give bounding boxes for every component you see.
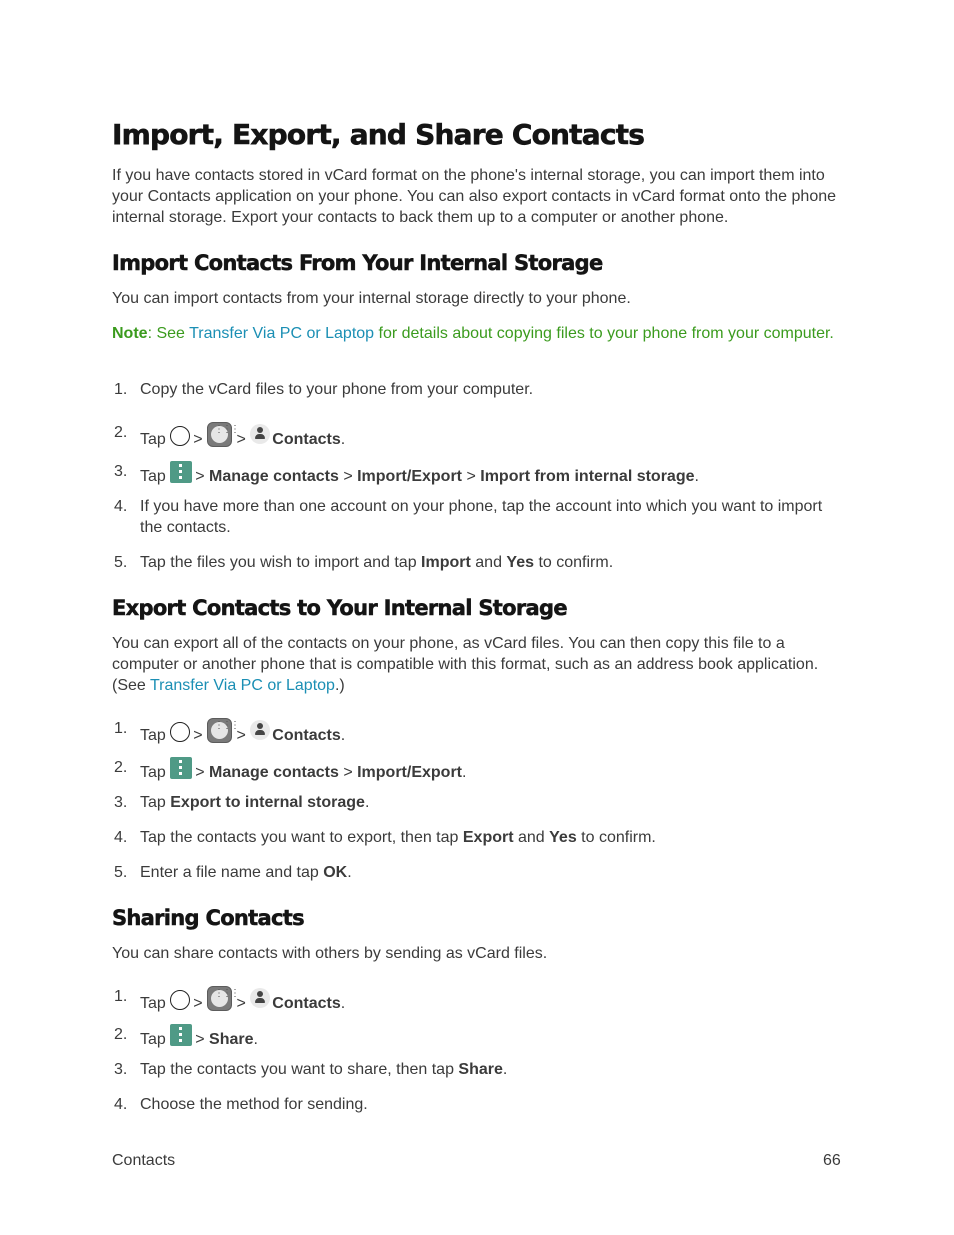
menu-dots-icon[interactable] xyxy=(170,757,192,779)
home-circle-icon[interactable] xyxy=(170,990,190,1010)
contacts-app-icon[interactable] xyxy=(250,988,270,1008)
menu-dots-icon[interactable] xyxy=(170,461,192,483)
import-note: Note: See Transfer Via PC or Laptop for details about copying files to your phone from your computer. xyxy=(112,325,834,342)
menu-dots-icon[interactable] xyxy=(170,1024,192,1046)
share-heading: Sharing Contacts xyxy=(112,906,304,930)
share-body: You can share contacts with others by sending as vCard files. xyxy=(112,945,548,962)
import-heading: Import Contacts From Your Internal Storage xyxy=(112,251,603,275)
transfer-link[interactable]: Transfer Via PC or Laptop xyxy=(189,325,375,342)
transfer-link-2[interactable]: Transfer Via PC or Laptop xyxy=(149,677,335,694)
import-body: You can import contacts from your internal storage directly to your phone. xyxy=(112,290,631,307)
footer-section-name: Contacts xyxy=(112,1152,176,1169)
home-circle-icon[interactable] xyxy=(170,722,190,742)
page-title: Import, Export, and Share Contacts xyxy=(112,118,645,151)
note-label: Note xyxy=(112,325,148,342)
contacts-app-icon[interactable] xyxy=(250,720,270,740)
export-body: You can export all of the contacts on your phone, as vCard files. You can then copy this file to a computer or another phone that is compatible with this format, such as an address book application. (See Transfer Via PC or Laptop.) xyxy=(112,635,819,694)
apps-launcher-icon[interactable] xyxy=(207,422,232,447)
contacts-app-icon[interactable] xyxy=(250,424,270,444)
footer-page-number: 66 xyxy=(823,1152,841,1169)
apps-launcher-icon[interactable] xyxy=(207,718,232,743)
home-circle-icon[interactable] xyxy=(170,426,190,446)
export-heading: Export Contacts to Your Internal Storage xyxy=(112,596,567,620)
apps-launcher-icon[interactable] xyxy=(207,986,232,1011)
intro-paragraph: If you have contacts stored in vCard format on the phone's internal storage, you can import them into your Contacts application on your phone. You can also export contacts in vCard format onto the phone internal storage. Export your contacts to back them up to a computer or another phone. xyxy=(112,167,837,226)
